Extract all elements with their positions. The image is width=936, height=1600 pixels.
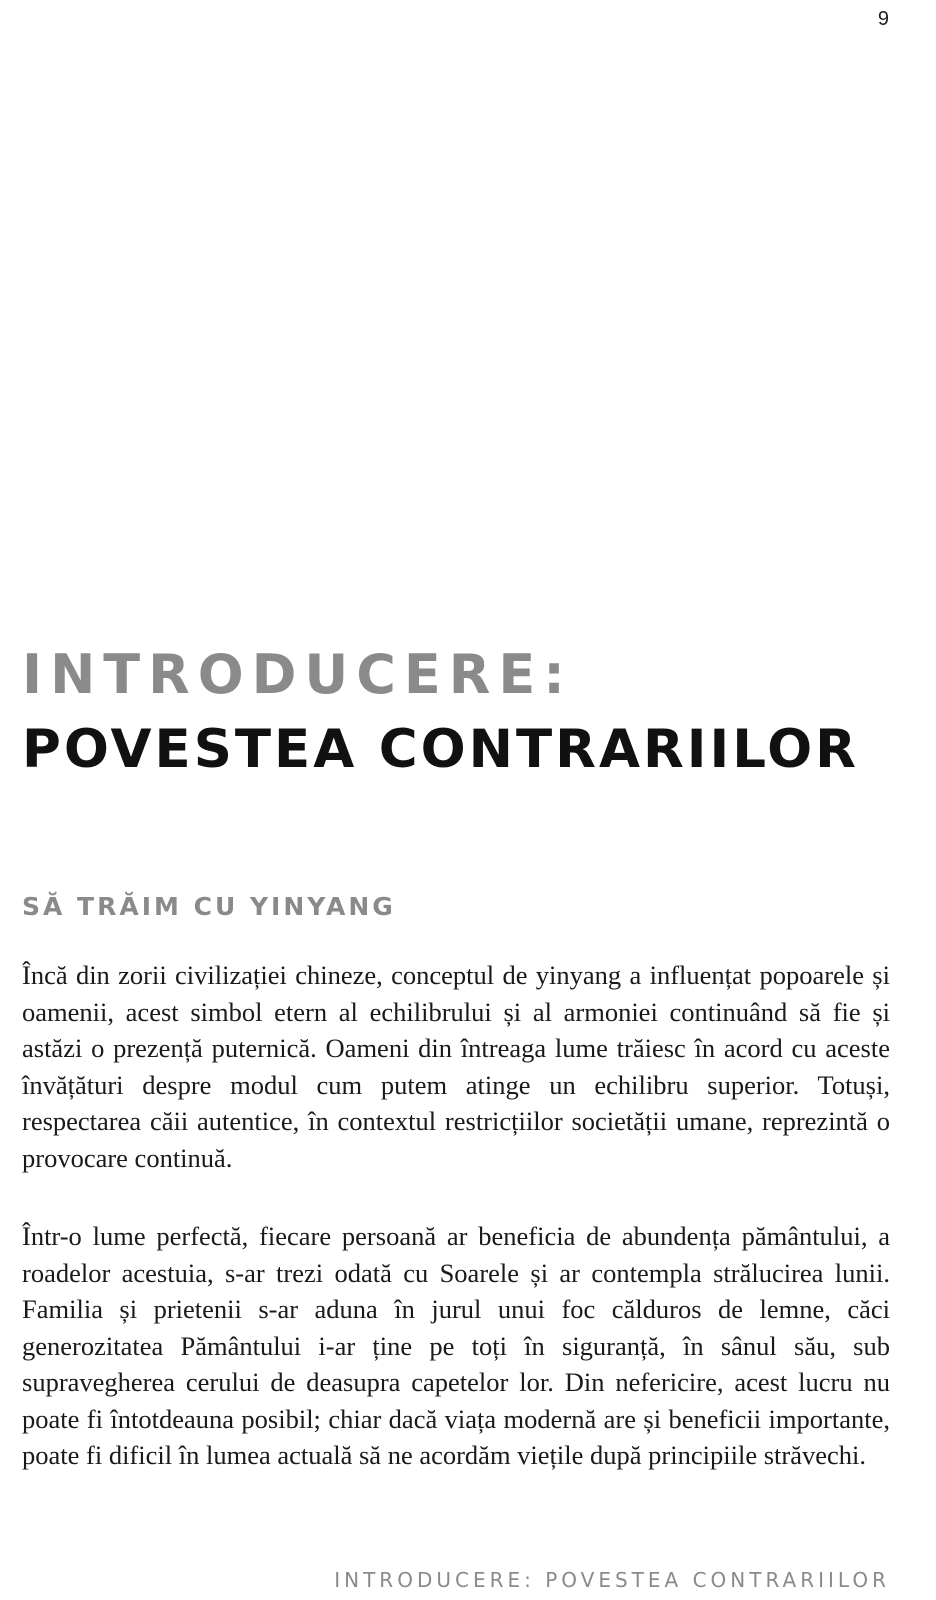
page-number: 9	[877, 8, 889, 30]
section-heading: SĂ TRĂIM CU YINYANG	[22, 892, 396, 921]
chapter-title-line1: INTRODUCERE:	[22, 643, 573, 706]
body-paragraph-2: Într-o lume perfectă, fiecare persoană ar beneficia de abundența pământului, a roadelor acestuia, s-ar trezi odată cu Soarele și ar contempla strălucirea lunii. Familia și prietenii s-ar aduna în jurul unui foc călduros de lemne, căci generozitatea Pământului i-ar ține pe toți în siguranță, în sânul său, sub supravegherea cerului de deasupra capetelor lor. Din nefericire, acest lucru nu poate fi întotdeauna posibil; chiar dacă viața modernă are și beneficii importante, poate fi dificil în lumea actuală să ne acordăm viețile după principiile străvechi.	[22, 1221, 890, 1470]
chapter-title	[22, 640, 912, 790]
running-footer: INTRODUCERE: POVESTEA CONTRARIILOR	[334, 1568, 890, 1592]
body-paragraph-1: Încă din zorii civilizației chineze, conceptul de yinyang a influențat popoarele și oamenii, acest simbol etern al echilibrului și al armoniei continuând să fie și astăzi o prezență puternică. Oameni din întreaga lume trăiesc în acord cu aceste învățături despre modul cum putem atinge un echilibru superior. Totuși, respectarea căii autentice, în contextul restricțiilor societății umane, reprezintă o provocare continuă.	[22, 960, 890, 1173]
chapter-title-line2: POVESTEA CONTRARIILOR	[22, 719, 859, 780]
